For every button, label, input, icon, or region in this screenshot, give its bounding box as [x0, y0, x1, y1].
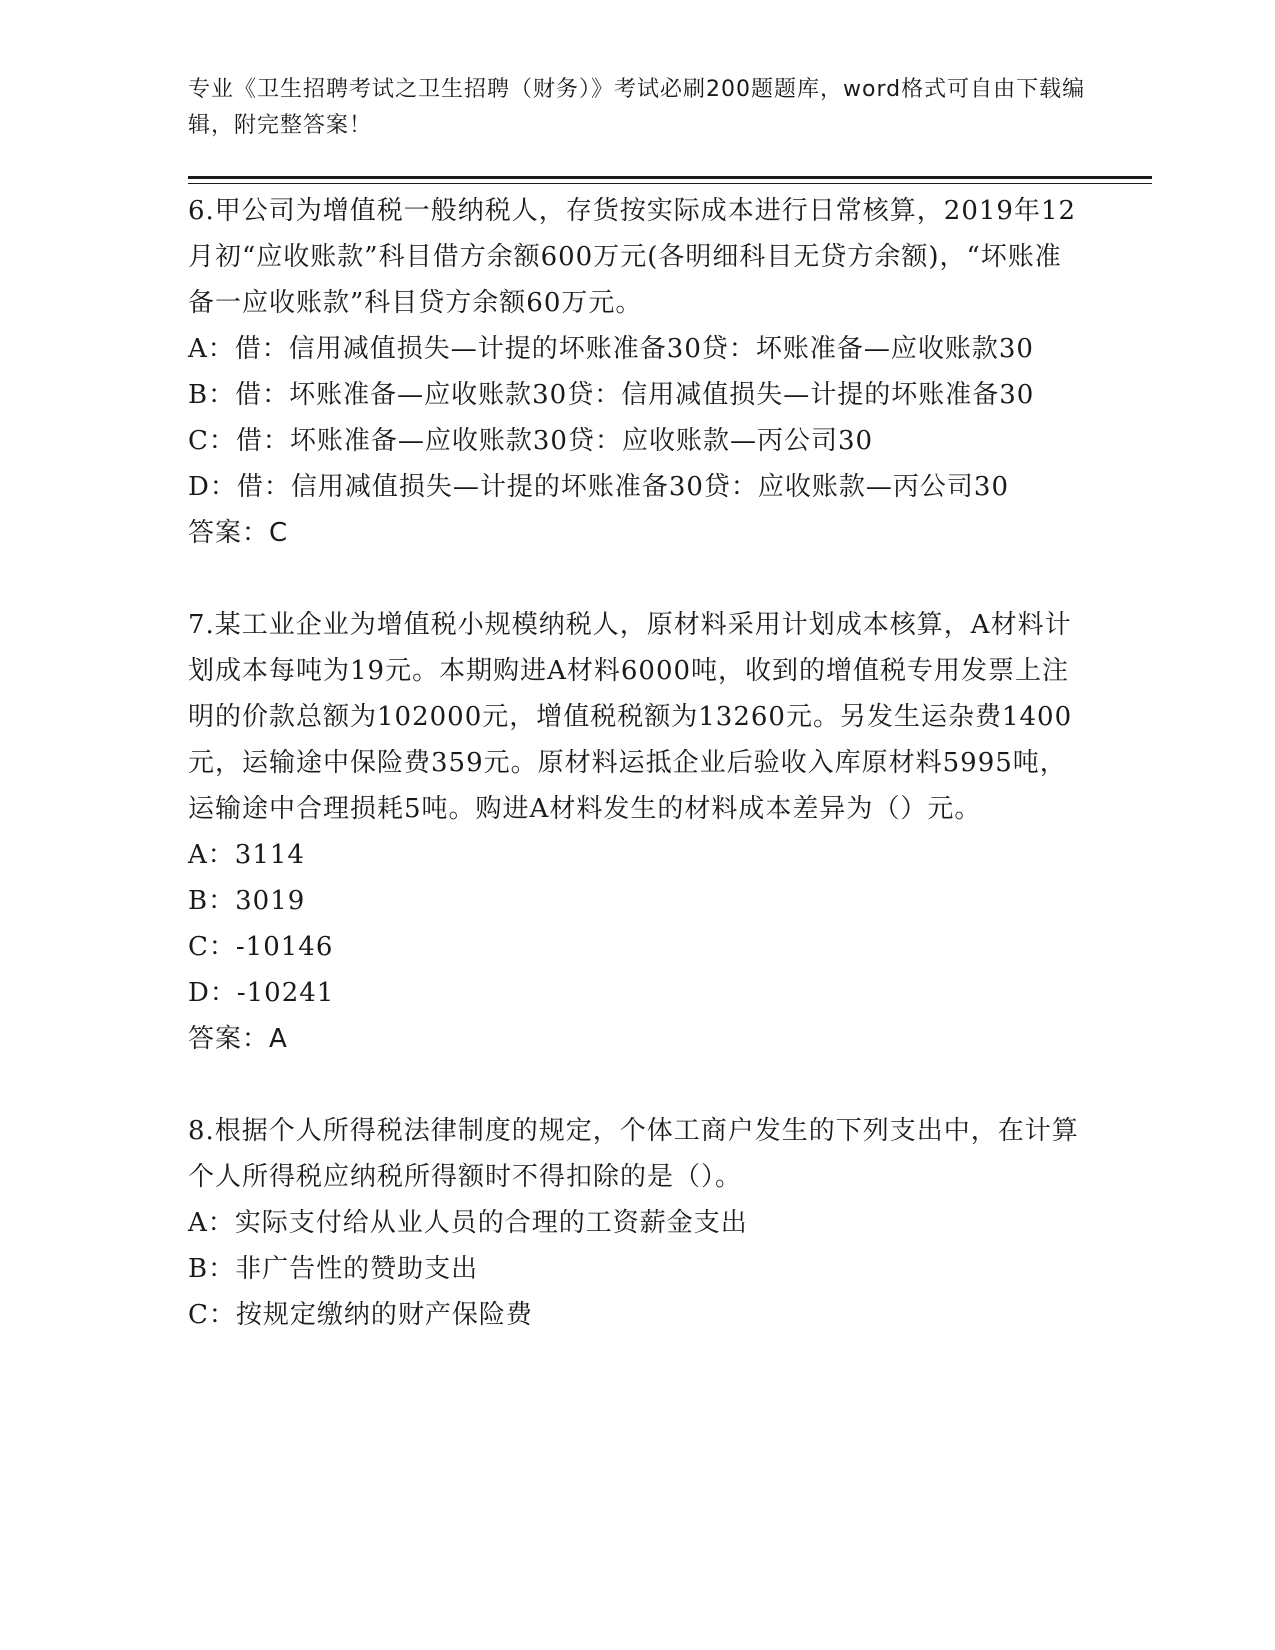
option-b: B：借：坏账准备—应收账款30贷：信用减值损失—计提的坏账准备30	[188, 380, 1035, 410]
header-rule-thin	[188, 183, 1152, 184]
option-a: A：借：信用减值损失—计提的坏账准备30贷：坏账准备—应收账款30	[188, 334, 1034, 364]
question-stem: 6.甲公司为增值税一般纳税人，存货按实际成本进行日常核算，2019年12月初“应收账款”科目借方余额600万元(各明细科目无贷方余额)，“坏账准备一应收账款”科目贷方余额60万元。	[188, 196, 1077, 318]
question-spacer	[188, 556, 1088, 602]
question-8	[188, 1108, 1088, 1338]
question-list	[188, 188, 1088, 1338]
question-stem: 7.某工业企业为增值税小规模纳税人，原材料采用计划成本核算，A材料计划成本每吨为19元。本期购进A材料6000吨，收到的增值税专用发票上注明的价款总额为102000元，增值税税额为13260元。另发生运杂费1400元，运输途中保险费359元。原材料运抵企业后验收入库原材料5995吨，运输途中合理损耗5吨。购进A材料发生的材料成本差异为（）元。	[188, 610, 1073, 824]
option-d: D：借：信用减值损失—计提的坏账准备30贷：应收账款—丙公司30	[188, 472, 1010, 502]
option-c: C：-10146	[188, 932, 334, 962]
option-b: B：非广告性的赞助支出	[188, 1254, 479, 1284]
option-b: B：3019	[188, 886, 306, 916]
question-7	[188, 602, 1088, 1062]
option-c: C：按规定缴纳的财产保险费	[188, 1300, 533, 1330]
question-6	[188, 188, 1088, 556]
answer: 答案：C	[188, 518, 289, 548]
document-header: 专业《卫生招聘考试之卫生招聘（财务）》考试必刷200题题库，word格式可自由下载编辑，附完整答案！	[188, 77, 1086, 138]
option-a: A：3114	[188, 840, 305, 870]
option-d: D：-10241	[188, 978, 335, 1008]
answer: 答案：A	[188, 1024, 288, 1054]
question-spacer	[188, 1062, 1088, 1108]
option-a: A：实际支付给从业人员的合理的工资薪金支出	[188, 1208, 748, 1238]
header-rule-thick	[188, 176, 1152, 179]
option-c: C：借：坏账准备—应收账款30贷：应收账款—丙公司30	[188, 426, 874, 456]
question-stem: 8.根据个人所得税法律制度的规定，个体工商户发生的下列支出中，在计算个人所得税应纳税所得额时不得扣除的是（）。	[188, 1116, 1079, 1192]
